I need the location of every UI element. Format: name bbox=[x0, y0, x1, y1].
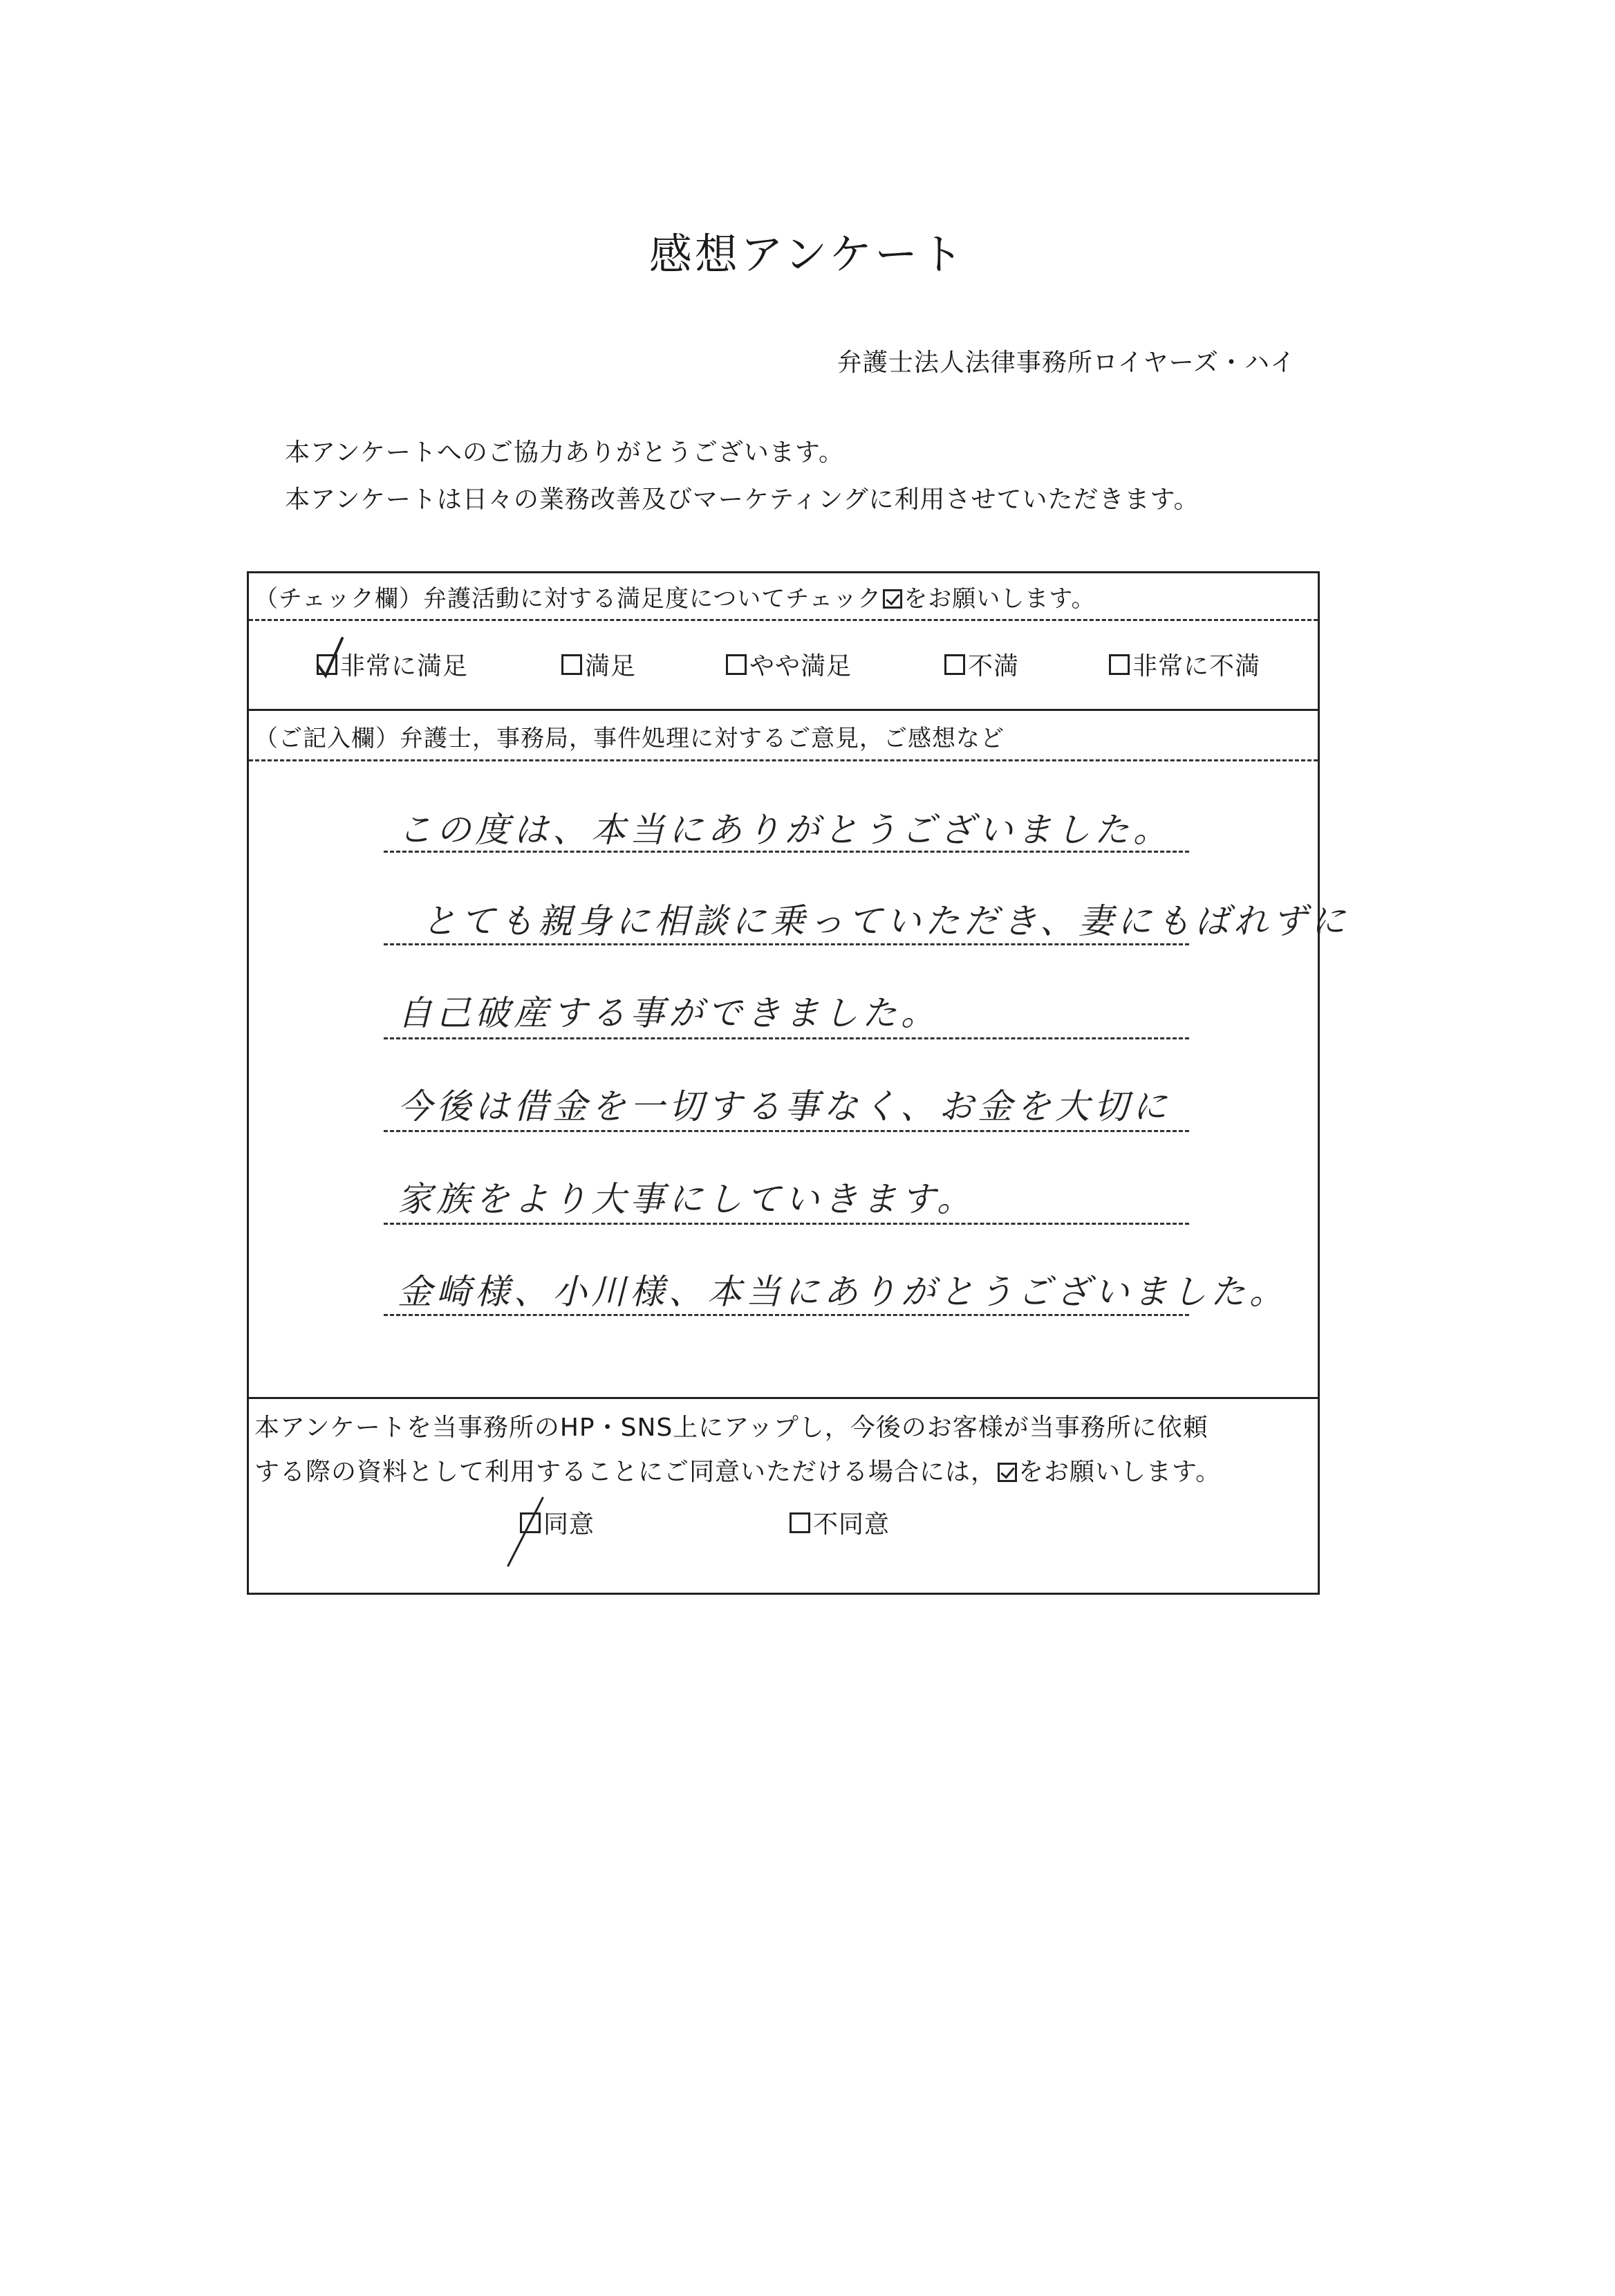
option-very-satisfied[interactable] bbox=[317, 647, 468, 682]
intro-line-2: 本アンケートは日々の業務改善及びマーケティングに利用させていただきます。 bbox=[285, 485, 1199, 514]
checkbox-icon[interactable] bbox=[317, 654, 337, 675]
checkbox-icon[interactable] bbox=[520, 1512, 541, 1533]
check-section-label-text: （チェック欄）弁護活動に対する満足度についてチェック bbox=[254, 585, 882, 613]
handwritten-check-icon bbox=[315, 636, 349, 684]
checkbox-icon[interactable] bbox=[726, 654, 747, 675]
writing-line bbox=[384, 851, 1189, 853]
option-label: やや満足 bbox=[749, 652, 852, 681]
sample-checkbox-icon bbox=[998, 1463, 1017, 1482]
option-label: 不満 bbox=[968, 652, 1020, 681]
comment-section-label: （ご記入欄）弁護士，事務局，事件処理に対するご意見，ご感想など bbox=[254, 725, 1005, 752]
handwritten-line: この度は、本当にありがとうございました。 bbox=[398, 810, 1172, 850]
consent-text-2 bbox=[254, 1452, 1221, 1488]
consent-text-2-suffix: をお願いします。 bbox=[1018, 1458, 1222, 1486]
divider bbox=[249, 709, 1318, 711]
sample-checkbox-icon bbox=[883, 589, 902, 609]
divider bbox=[249, 1397, 1318, 1399]
check-section-label-suffix: をお願いします。 bbox=[904, 585, 1096, 613]
writing-line bbox=[384, 943, 1189, 945]
consent-disagree-option[interactable] bbox=[790, 1505, 890, 1540]
handwritten-line: とても親身に相談に乗っていただき、妻にもばれずに bbox=[422, 901, 1350, 941]
writing-line bbox=[384, 1223, 1189, 1225]
divider bbox=[249, 759, 1318, 761]
divider bbox=[249, 619, 1318, 621]
checkbox-icon[interactable] bbox=[944, 654, 965, 675]
checkbox-icon[interactable] bbox=[561, 654, 582, 675]
writing-line bbox=[384, 1314, 1189, 1316]
handwritten-line: 今後は借金を一切する事なく、お金を大切に bbox=[398, 1086, 1171, 1127]
option-label: 同意 bbox=[543, 1510, 595, 1539]
intro-line-1: 本アンケートへのご協力ありがとうございます。 bbox=[285, 438, 844, 467]
handwritten-line: 金崎様、小川様、本当にありがとうございました。 bbox=[398, 1272, 1288, 1312]
checkbox-icon[interactable] bbox=[1109, 654, 1130, 675]
handwritten-line: 自己破産する事ができました。 bbox=[398, 993, 940, 1033]
firm-name: 弁護士法人法律事務所ロイヤーズ・ハイ bbox=[837, 349, 1296, 377]
option-very-dissatisfied[interactable] bbox=[1109, 647, 1260, 682]
handwritten-line: 家族をより大事にしていきます。 bbox=[398, 1179, 975, 1219]
option-label: 不同意 bbox=[813, 1510, 890, 1539]
consent-agree-option[interactable] bbox=[520, 1505, 595, 1540]
option-label: 非常に満足 bbox=[340, 652, 469, 681]
option-label: 満足 bbox=[585, 652, 637, 681]
option-somewhat-satisfied[interactable] bbox=[726, 647, 852, 682]
writing-line bbox=[384, 1037, 1189, 1039]
option-label: 非常に不満 bbox=[1132, 652, 1261, 681]
option-dissatisfied[interactable] bbox=[944, 647, 1019, 682]
option-satisfied[interactable] bbox=[561, 647, 636, 682]
checkbox-icon[interactable] bbox=[790, 1512, 810, 1533]
page-title: 感想アンケート bbox=[648, 229, 967, 279]
writing-line bbox=[384, 1130, 1189, 1132]
check-section-label bbox=[254, 580, 1096, 613]
consent-text-1: 本アンケートを当事務所のHP・SNS上にアップし，今後のお客様が当事務所に依頼 bbox=[254, 1414, 1208, 1442]
handwritten-check-icon bbox=[518, 1494, 552, 1570]
consent-text-2-main: する際の資料として利用することにご同意いただける場合には， bbox=[254, 1458, 997, 1486]
